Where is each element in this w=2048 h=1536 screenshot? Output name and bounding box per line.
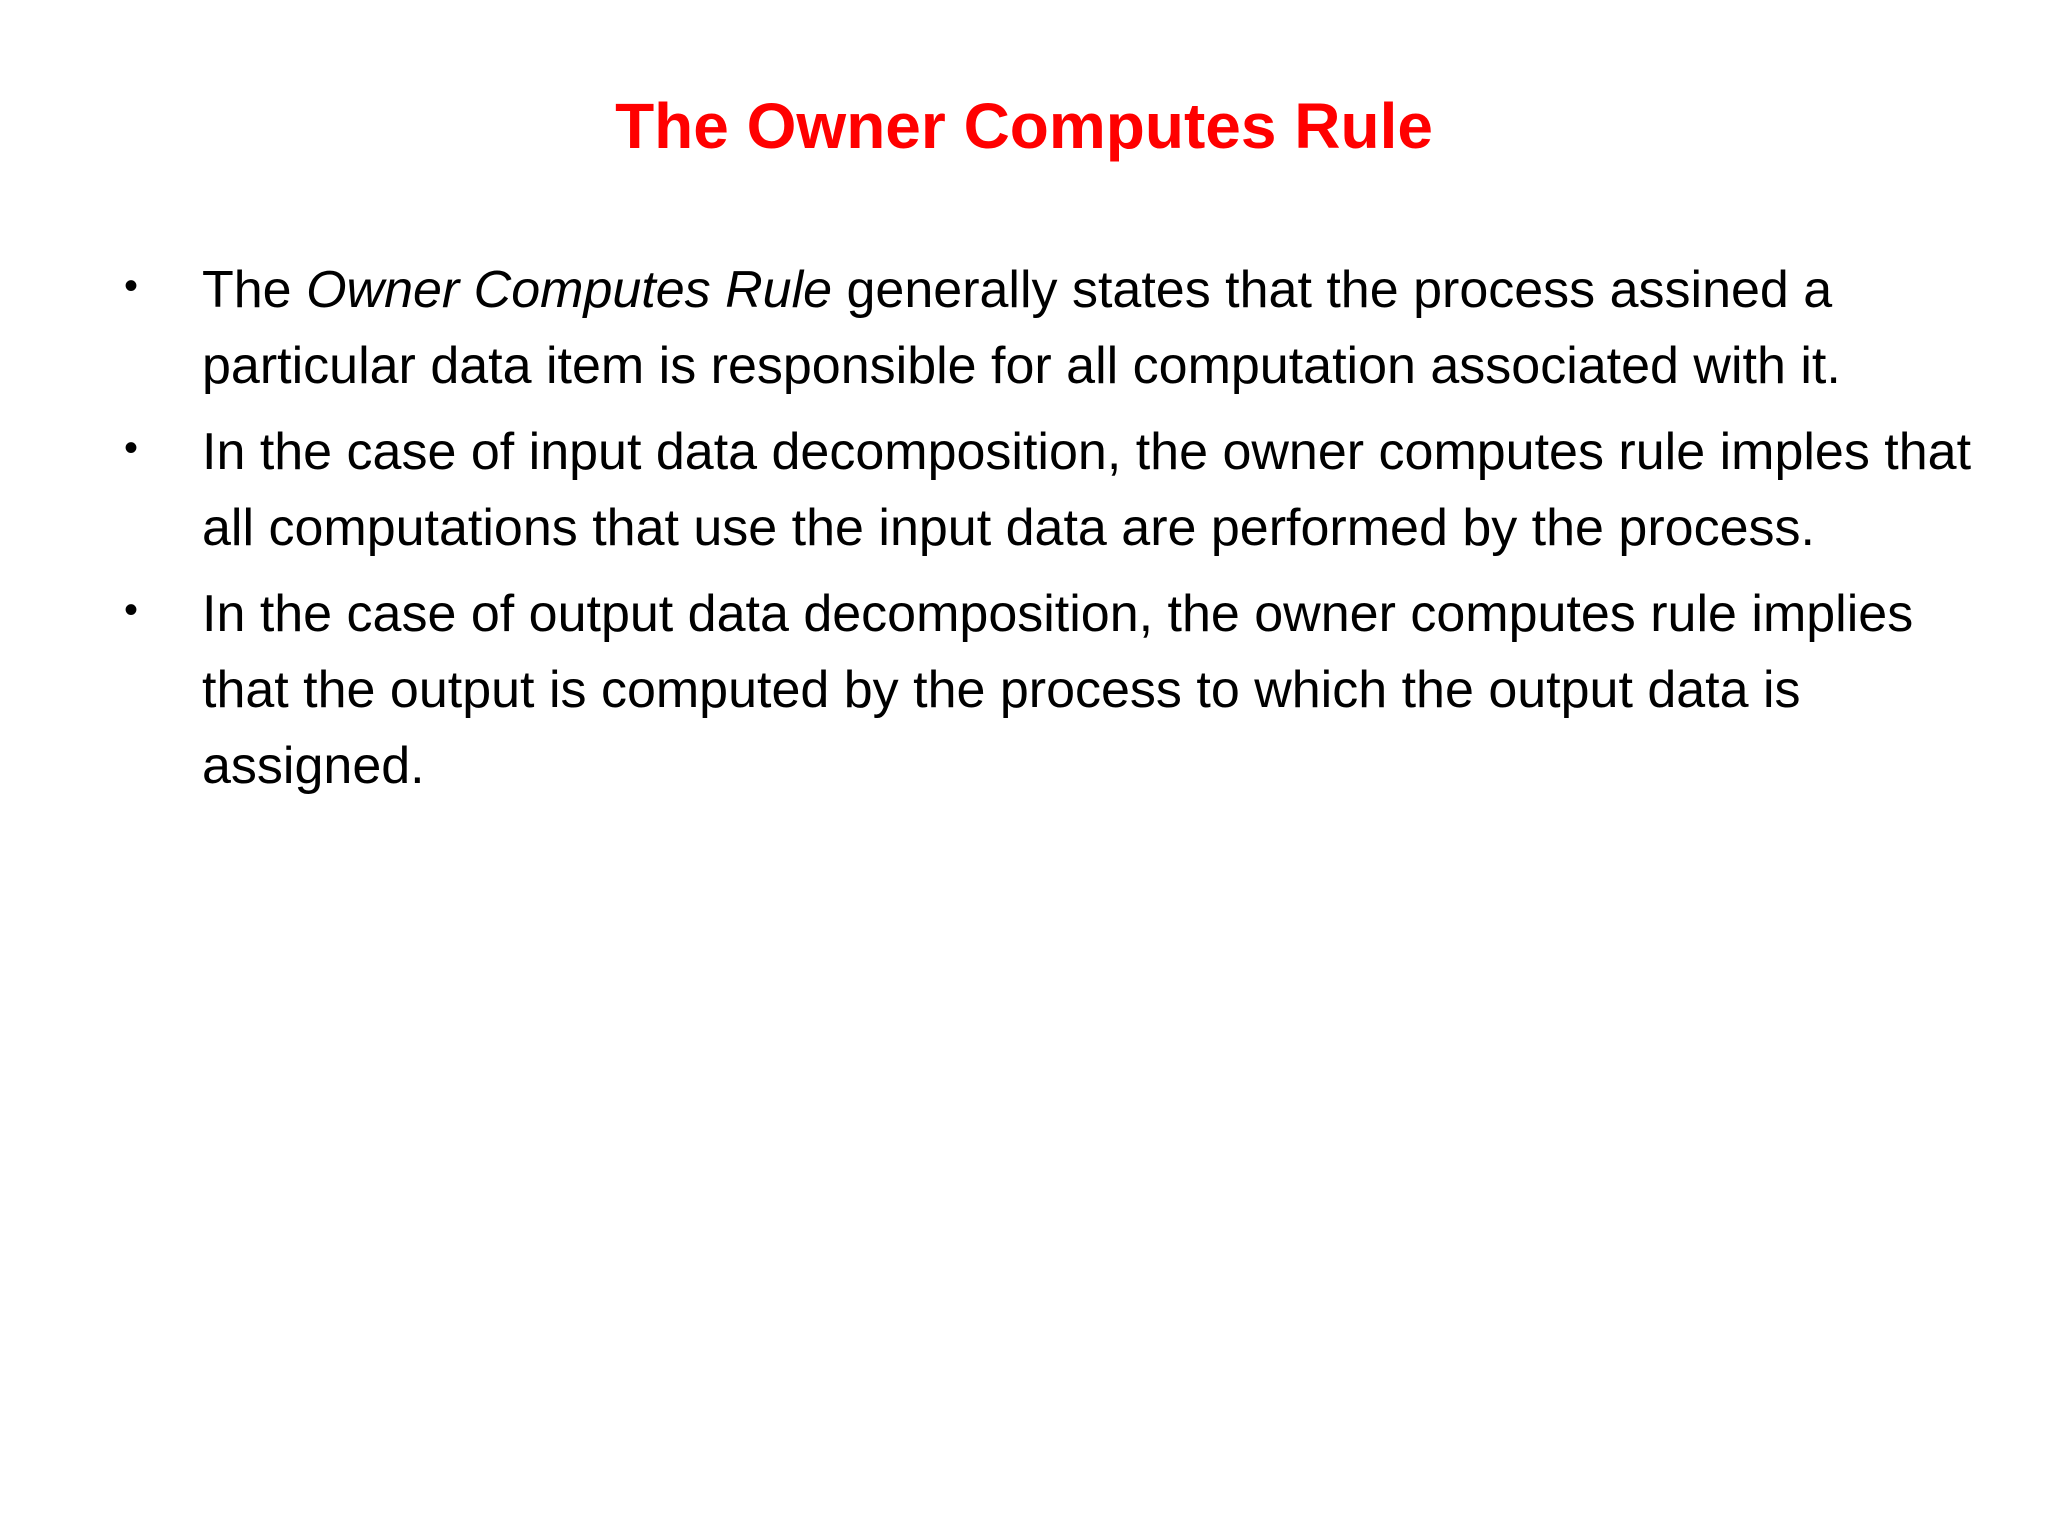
bullet-marker: •: [124, 264, 139, 308]
bullet-text-lead: The: [202, 261, 307, 319]
bullet-marker: •: [124, 588, 139, 632]
bullet-text: In the case of output data decomposition, the owner computes rule implies that the output is computed by the process to which the output data is assigned.: [202, 585, 1914, 795]
slide-title: The Owner Computes Rule: [615, 90, 1433, 162]
bullet-item-1: [120, 252, 1980, 404]
bullet-list: [120, 252, 1980, 814]
bullet-text: In the case of input data decomposition, the owner computes rule imples that all computations that use the input data are performed by the process.: [202, 423, 1972, 557]
bullet-text-emphasis: Owner Computes Rule: [306, 261, 833, 319]
bullet-marker: •: [124, 426, 139, 470]
bullet-item-3: [120, 576, 1980, 804]
bullet-text-rest: generally states that the process assined a particular data item is responsible for all computation associated with it.: [202, 261, 1841, 395]
bullet-item-2: [120, 414, 1980, 566]
